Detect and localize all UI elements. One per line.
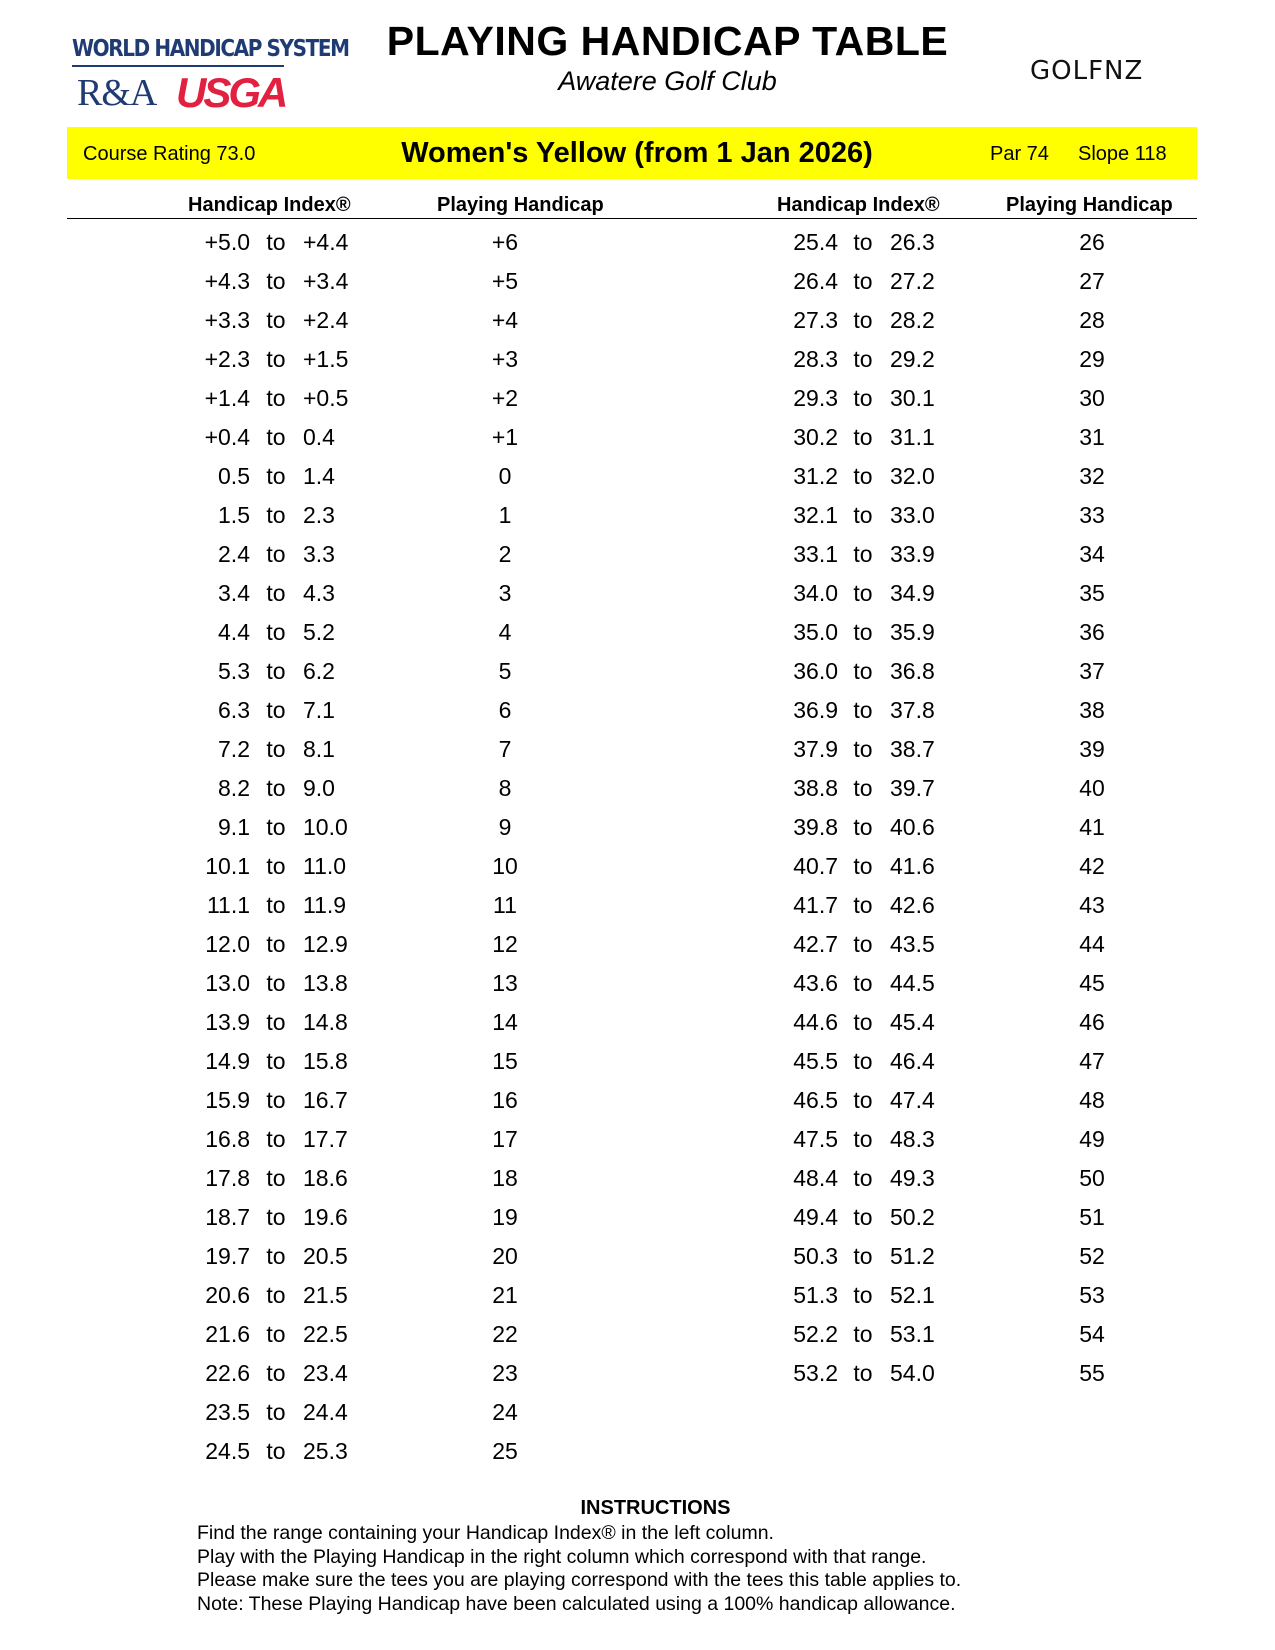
handicap-index-low: 4.4 bbox=[218, 619, 250, 645]
range-separator: to bbox=[266, 1204, 286, 1230]
range-separator: to bbox=[853, 658, 873, 684]
playing-handicap-value: +2 bbox=[491, 385, 519, 411]
course-rating: Course Rating 73.0 bbox=[83, 143, 256, 165]
range-separator: to bbox=[266, 307, 286, 333]
instructions-text bbox=[197, 1522, 961, 1616]
handicap-index-high: 36.8 bbox=[890, 658, 935, 684]
handicap-index-low: 44.6 bbox=[793, 1009, 838, 1035]
tee-info-band bbox=[67, 127, 1197, 179]
range-separator: to bbox=[853, 1360, 873, 1386]
handicap-index-high: +1.5 bbox=[303, 346, 349, 372]
handicap-index-low: +3.3 bbox=[204, 307, 250, 333]
handicap-index-low: 13.9 bbox=[205, 1009, 250, 1035]
handicap-index-high: 21.5 bbox=[303, 1282, 348, 1308]
range-separator: to bbox=[853, 385, 873, 411]
playing-handicap-value: +6 bbox=[491, 229, 519, 255]
handicap-index-low: 22.6 bbox=[205, 1360, 250, 1386]
handicap-index-high: 17.7 bbox=[303, 1126, 348, 1152]
handicap-index-high: 16.7 bbox=[303, 1087, 348, 1113]
playing-handicap-value: +4 bbox=[491, 307, 519, 333]
range-separator: to bbox=[853, 1282, 873, 1308]
playing-handicap-value: 10 bbox=[492, 853, 518, 879]
handicap-index-high: 33.0 bbox=[890, 502, 935, 528]
handicap-index-high: 50.2 bbox=[890, 1204, 935, 1230]
handicap-index-low: 47.5 bbox=[793, 1126, 838, 1152]
range-separator: to bbox=[853, 346, 873, 372]
handicap-index-high: 32.0 bbox=[890, 463, 935, 489]
handicap-index-high: 20.5 bbox=[303, 1243, 348, 1269]
range-separator: to bbox=[853, 619, 873, 645]
handicap-index-low: 38.8 bbox=[793, 775, 838, 801]
handicap-index-low: 7.2 bbox=[218, 736, 250, 762]
playing-handicap-value: 34 bbox=[1079, 541, 1105, 567]
slope-value: Slope 118 bbox=[1078, 143, 1167, 165]
range-separator: to bbox=[266, 1165, 286, 1191]
header-handicap-index-right: Handicap Index® bbox=[777, 194, 940, 216]
playing-handicap-value: 29 bbox=[1079, 346, 1105, 372]
instruction-line: Play with the Playing Handicap in the right column which correspond with that range. bbox=[197, 1545, 927, 1568]
handicap-index-low: +0.4 bbox=[204, 424, 250, 450]
range-separator: to bbox=[853, 307, 873, 333]
range-separator: to bbox=[853, 541, 873, 567]
handicap-index-low: 33.1 bbox=[793, 541, 838, 567]
range-separator: to bbox=[853, 931, 873, 957]
handicap-index-high: 49.3 bbox=[890, 1165, 935, 1191]
handicap-index-low: 10.1 bbox=[205, 853, 250, 879]
handicap-index-low: 46.5 bbox=[793, 1087, 838, 1113]
playing-handicap-value: 44 bbox=[1079, 931, 1105, 957]
playing-handicap-value: 22 bbox=[492, 1321, 518, 1347]
handicap-index-high: 40.6 bbox=[890, 814, 935, 840]
handicap-index-high: 7.1 bbox=[303, 697, 335, 723]
playing-handicap-value: 14 bbox=[492, 1009, 518, 1035]
handicap-index-low: 11.1 bbox=[206, 892, 250, 918]
range-separator: to bbox=[853, 697, 873, 723]
handicap-index-high: 5.2 bbox=[303, 619, 335, 645]
handicap-index-high: +2.4 bbox=[303, 307, 349, 333]
playing-handicap-value: 49 bbox=[1079, 1126, 1105, 1152]
playing-handicap-value: 5 bbox=[498, 658, 512, 684]
handicap-index-low: 43.6 bbox=[793, 970, 838, 996]
range-separator: to bbox=[266, 1243, 286, 1269]
handicap-index-low: 29.3 bbox=[793, 385, 838, 411]
handicap-index-low: +1.4 bbox=[204, 385, 250, 411]
playing-handicap-value: 47 bbox=[1079, 1048, 1105, 1074]
tee-title: Women's Yellow (from 1 Jan 2026) bbox=[401, 137, 873, 169]
playing-handicap-value: 51 bbox=[1079, 1204, 1105, 1230]
handicap-index-low: 40.7 bbox=[793, 853, 838, 879]
range-separator: to bbox=[853, 1204, 873, 1230]
instruction-line: Note: These Playing Handicap have been calculated using a 100% handicap allowance. bbox=[197, 1592, 956, 1615]
handicap-index-low: 42.7 bbox=[793, 931, 838, 957]
playing-handicap-value: 54 bbox=[1079, 1321, 1105, 1347]
playing-handicap-value: 50 bbox=[1079, 1165, 1105, 1191]
handicap-index-high: 18.6 bbox=[303, 1165, 348, 1191]
range-separator: to bbox=[853, 463, 873, 489]
range-separator: to bbox=[266, 268, 286, 294]
playing-handicap-value: 17 bbox=[492, 1126, 518, 1152]
handicap-index-high: 42.6 bbox=[890, 892, 935, 918]
handicap-index-high: 46.4 bbox=[890, 1048, 935, 1074]
playing-handicap-value: 46 bbox=[1079, 1009, 1105, 1035]
handicap-index-high: +3.4 bbox=[303, 268, 349, 294]
handicap-index-high: 43.5 bbox=[890, 931, 935, 957]
range-separator: to bbox=[853, 1048, 873, 1074]
playing-handicap-value: +1 bbox=[491, 424, 519, 450]
handicap-index-high: 28.2 bbox=[890, 307, 935, 333]
handicap-index-low: 48.4 bbox=[793, 1165, 838, 1191]
range-separator: to bbox=[266, 814, 286, 840]
handicap-index-low: 12.0 bbox=[205, 931, 250, 957]
handicap-index-high: 24.4 bbox=[303, 1399, 348, 1425]
header-handicap-index-left: Handicap Index® bbox=[188, 194, 351, 216]
usga-logo: USGA bbox=[176, 69, 286, 116]
playing-handicap-value: 33 bbox=[1079, 502, 1105, 528]
playing-handicap-value: 35 bbox=[1079, 580, 1105, 606]
range-separator: to bbox=[266, 385, 286, 411]
handicap-index-low: 28.3 bbox=[793, 346, 838, 372]
header-playing-handicap-right: Playing Handicap bbox=[1006, 194, 1173, 216]
playing-handicap-value: 52 bbox=[1079, 1243, 1105, 1269]
range-separator: to bbox=[853, 580, 873, 606]
range-separator: to bbox=[266, 697, 286, 723]
club-name: Awatere Golf Club bbox=[558, 66, 777, 96]
handicap-index-low: 20.6 bbox=[205, 1282, 250, 1308]
handicap-index-low: 17.8 bbox=[205, 1165, 250, 1191]
handicap-index-high: +4.4 bbox=[303, 229, 349, 255]
instructions-title: INSTRUCTIONS bbox=[580, 1497, 731, 1519]
range-separator: to bbox=[853, 853, 873, 879]
playing-handicap-value: 40 bbox=[1079, 775, 1105, 801]
range-separator: to bbox=[266, 658, 286, 684]
handicap-index-high: +0.5 bbox=[303, 385, 349, 411]
par-value: Par 74 bbox=[990, 143, 1049, 165]
range-separator: to bbox=[266, 1009, 286, 1035]
playing-handicap-value: 24 bbox=[492, 1399, 518, 1425]
playing-handicap-value: 26 bbox=[1079, 229, 1105, 255]
range-separator: to bbox=[266, 229, 286, 255]
handicap-index-low: 9.1 bbox=[218, 814, 250, 840]
playing-handicap-value: 36 bbox=[1079, 619, 1105, 645]
playing-handicap-value: 31 bbox=[1079, 424, 1105, 450]
playing-handicap-value: 28 bbox=[1079, 307, 1105, 333]
playing-handicap-value: 21 bbox=[492, 1282, 518, 1308]
playing-handicap-value: 4 bbox=[498, 619, 512, 645]
handicap-index-high: 4.3 bbox=[303, 580, 335, 606]
range-separator: to bbox=[266, 1321, 286, 1347]
playing-handicap-value: 19 bbox=[492, 1204, 518, 1230]
range-separator: to bbox=[853, 892, 873, 918]
handicap-index-high: 8.1 bbox=[303, 736, 335, 762]
playing-handicap-value: 55 bbox=[1079, 1360, 1105, 1386]
range-separator: to bbox=[853, 775, 873, 801]
handicap-index-low: 14.9 bbox=[205, 1048, 250, 1074]
range-separator: to bbox=[266, 892, 286, 918]
playing-handicap-value: 48 bbox=[1079, 1087, 1105, 1113]
range-separator: to bbox=[266, 775, 286, 801]
golfnz-logo bbox=[1030, 56, 1143, 86]
range-separator: to bbox=[266, 1438, 286, 1464]
playing-handicap-value: 41 bbox=[1079, 814, 1105, 840]
handicap-index-low: 25.4 bbox=[793, 229, 838, 255]
range-separator: to bbox=[266, 580, 286, 606]
range-separator: to bbox=[266, 853, 286, 879]
handicap-index-high: 9.0 bbox=[303, 775, 335, 801]
playing-handicap-value: 42 bbox=[1079, 853, 1105, 879]
handicap-index-low: 41.7 bbox=[793, 892, 838, 918]
handicap-index-high: 44.5 bbox=[890, 970, 935, 996]
range-separator: to bbox=[266, 931, 286, 957]
playing-handicap-value: 45 bbox=[1079, 970, 1105, 996]
handicap-index-low: +4.3 bbox=[204, 268, 250, 294]
handicap-index-high: 51.2 bbox=[890, 1243, 935, 1269]
playing-handicap-value: 37 bbox=[1079, 658, 1105, 684]
playing-handicap-value: 1 bbox=[498, 502, 512, 528]
handicap-index-low: +2.3 bbox=[204, 346, 250, 372]
playing-handicap-value: 23 bbox=[492, 1360, 518, 1386]
playing-handicap-value: 38 bbox=[1079, 697, 1105, 723]
handicap-index-high: 12.9 bbox=[303, 931, 348, 957]
handicap-index-low: 13.0 bbox=[205, 970, 250, 996]
handicap-index-low: 18.7 bbox=[205, 1204, 250, 1230]
handicap-index-low: 23.5 bbox=[205, 1399, 250, 1425]
handicap-index-high: 10.0 bbox=[303, 814, 348, 840]
instruction-line: Please make sure the tees you are playing correspond with the tees this table applies to. bbox=[197, 1569, 962, 1591]
handicap-index-low: 8.2 bbox=[218, 775, 250, 801]
playing-handicap-value: 15 bbox=[492, 1048, 518, 1074]
handicap-index-low: 15.9 bbox=[205, 1087, 250, 1113]
playing-handicap-value: 9 bbox=[498, 814, 512, 840]
handicap-index-high: 1.4 bbox=[303, 463, 335, 489]
page-title: PLAYING HANDICAP TABLE bbox=[386, 18, 949, 64]
range-separator: to bbox=[853, 1009, 873, 1035]
instruction-line: Find the range containing your Handicap Index® in the left column. bbox=[197, 1522, 774, 1544]
range-separator: to bbox=[853, 1243, 873, 1269]
range-separator: to bbox=[853, 1087, 873, 1113]
handicap-index-low: 49.4 bbox=[793, 1204, 838, 1230]
playing-handicap-value: 53 bbox=[1079, 1282, 1105, 1308]
range-separator: to bbox=[266, 541, 286, 567]
range-separator: to bbox=[266, 502, 286, 528]
handicap-index-low: 35.0 bbox=[793, 619, 838, 645]
handicap-index-low: 5.3 bbox=[218, 658, 250, 684]
handicap-index-high: 25.3 bbox=[303, 1438, 348, 1464]
playing-handicap-value: 11 bbox=[493, 892, 517, 918]
range-separator: to bbox=[266, 1048, 286, 1074]
handicap-index-low: 51.3 bbox=[793, 1282, 838, 1308]
range-separator: to bbox=[853, 502, 873, 528]
handicap-index-high: 23.4 bbox=[303, 1360, 348, 1386]
playing-handicap-value: 30 bbox=[1079, 385, 1105, 411]
playing-handicap-value: 6 bbox=[498, 697, 512, 723]
header-playing-handicap-left: Playing Handicap bbox=[437, 194, 604, 216]
handicap-index-high: 2.3 bbox=[303, 502, 335, 528]
handicap-index-low: 6.3 bbox=[218, 697, 250, 723]
range-separator: to bbox=[266, 1399, 286, 1425]
playing-handicap-value: +5 bbox=[491, 268, 519, 294]
handicap-index-high: 52.1 bbox=[890, 1282, 935, 1308]
handicap-index-low: 24.5 bbox=[205, 1438, 250, 1464]
handicap-index-high: 30.1 bbox=[890, 385, 935, 411]
handicap-index-low: 0.5 bbox=[218, 463, 250, 489]
handicap-index-low: 36.0 bbox=[793, 658, 838, 684]
golfnz-logo-text: GOLFNZ bbox=[1030, 56, 1144, 86]
handicap-index-high: 54.0 bbox=[890, 1360, 935, 1386]
handicap-index-low: 30.2 bbox=[793, 424, 838, 450]
handicap-index-low: 34.0 bbox=[793, 580, 838, 606]
handicap-index-low: 2.4 bbox=[218, 541, 250, 567]
handicap-index-high: 39.7 bbox=[890, 775, 935, 801]
handicap-index-high: 11.9 bbox=[303, 892, 347, 918]
handicap-index-low: 36.9 bbox=[793, 697, 838, 723]
range-separator: to bbox=[266, 1126, 286, 1152]
handicap-index-high: 15.8 bbox=[303, 1048, 348, 1074]
handicap-index-low: 21.6 bbox=[205, 1321, 250, 1347]
handicap-index-high: 19.6 bbox=[303, 1204, 348, 1230]
playing-handicap-value: 43 bbox=[1079, 892, 1105, 918]
playing-handicap-value: 0 bbox=[498, 463, 512, 489]
handicap-index-high: 26.3 bbox=[890, 229, 935, 255]
handicap-index-high: 27.2 bbox=[890, 268, 935, 294]
range-separator: to bbox=[266, 346, 286, 372]
playing-handicap-value: 2 bbox=[498, 541, 512, 567]
range-separator: to bbox=[266, 970, 286, 996]
playing-handicap-value: 16 bbox=[492, 1087, 518, 1113]
playing-handicap-value: 7 bbox=[498, 736, 512, 762]
range-separator: to bbox=[853, 1126, 873, 1152]
range-separator: to bbox=[266, 424, 286, 450]
handicap-index-low: 50.3 bbox=[793, 1243, 838, 1269]
handicap-index-high: 35.9 bbox=[890, 619, 935, 645]
handicap-index-high: 29.2 bbox=[890, 346, 935, 372]
range-separator: to bbox=[266, 463, 286, 489]
handicap-index-low: 52.2 bbox=[793, 1321, 838, 1347]
handicap-index-high: 31.1 bbox=[890, 424, 935, 450]
handicap-index-low: 3.4 bbox=[218, 580, 250, 606]
handicap-index-high: 38.7 bbox=[890, 736, 935, 762]
range-separator: to bbox=[266, 1360, 286, 1386]
playing-handicap-value: 8 bbox=[498, 775, 512, 801]
whs-logo-text: WORLD HANDICAP SYSTEM bbox=[72, 34, 349, 62]
playing-handicap-value: 12 bbox=[492, 931, 518, 957]
playing-handicap-value: 25 bbox=[492, 1438, 518, 1464]
playing-handicap-value: 27 bbox=[1079, 268, 1105, 294]
handicap-index-low: 53.2 bbox=[793, 1360, 838, 1386]
handicap-index-high: 3.3 bbox=[303, 541, 335, 567]
range-separator: to bbox=[853, 814, 873, 840]
handicap-index-high: 11.0 bbox=[303, 853, 347, 879]
playing-handicap-value: 20 bbox=[492, 1243, 518, 1269]
handicap-index-high: 22.5 bbox=[303, 1321, 348, 1347]
range-separator: to bbox=[853, 736, 873, 762]
handicap-index-high: 37.8 bbox=[890, 697, 935, 723]
range-separator: to bbox=[853, 970, 873, 996]
handicap-index-high: 45.4 bbox=[890, 1009, 935, 1035]
playing-handicap-value: 13 bbox=[492, 970, 518, 996]
range-separator: to bbox=[853, 1321, 873, 1347]
range-separator: to bbox=[266, 619, 286, 645]
handicap-index-high: 48.3 bbox=[890, 1126, 935, 1152]
handicap-index-high: 34.9 bbox=[890, 580, 935, 606]
playing-handicap-value: 39 bbox=[1079, 736, 1105, 762]
range-separator: to bbox=[266, 1087, 286, 1113]
range-separator: to bbox=[853, 1165, 873, 1191]
handicap-index-high: 0.4 bbox=[303, 424, 335, 450]
handicap-index-high: 41.6 bbox=[890, 853, 935, 879]
range-separator: to bbox=[853, 268, 873, 294]
handicap-index-low: 31.2 bbox=[793, 463, 838, 489]
handicap-index-low: 16.8 bbox=[205, 1126, 250, 1152]
range-separator: to bbox=[266, 736, 286, 762]
playing-handicap-value: +3 bbox=[491, 346, 519, 372]
handicap-index-low: 27.3 bbox=[793, 307, 838, 333]
range-separator: to bbox=[853, 424, 873, 450]
playing-handicap-value: 18 bbox=[492, 1165, 518, 1191]
playing-handicap-value: 3 bbox=[498, 580, 512, 606]
handicap-index-low: 45.5 bbox=[793, 1048, 838, 1074]
handicap-index-low: 19.7 bbox=[205, 1243, 250, 1269]
handicap-index-low: 39.8 bbox=[793, 814, 838, 840]
handicap-index-low: 37.9 bbox=[793, 736, 838, 762]
handicap-index-high: 14.8 bbox=[303, 1009, 348, 1035]
handicap-index-high: 6.2 bbox=[303, 658, 335, 684]
range-separator: to bbox=[853, 229, 873, 255]
handicap-index-low: 26.4 bbox=[793, 268, 838, 294]
handicap-index-high: 33.9 bbox=[890, 541, 935, 567]
handicap-index-low: 1.5 bbox=[218, 502, 250, 528]
handicap-index-low: +5.0 bbox=[204, 229, 250, 255]
handicap-index-high: 13.8 bbox=[303, 970, 348, 996]
handicap-index-low: 32.1 bbox=[793, 502, 838, 528]
handicap-index-high: 47.4 bbox=[890, 1087, 935, 1113]
ra-logo: R&A bbox=[77, 72, 157, 114]
header-divider bbox=[67, 218, 1197, 219]
range-separator: to bbox=[266, 1282, 286, 1308]
handicap-index-high: 53.1 bbox=[890, 1321, 935, 1347]
playing-handicap-value: 32 bbox=[1079, 463, 1105, 489]
